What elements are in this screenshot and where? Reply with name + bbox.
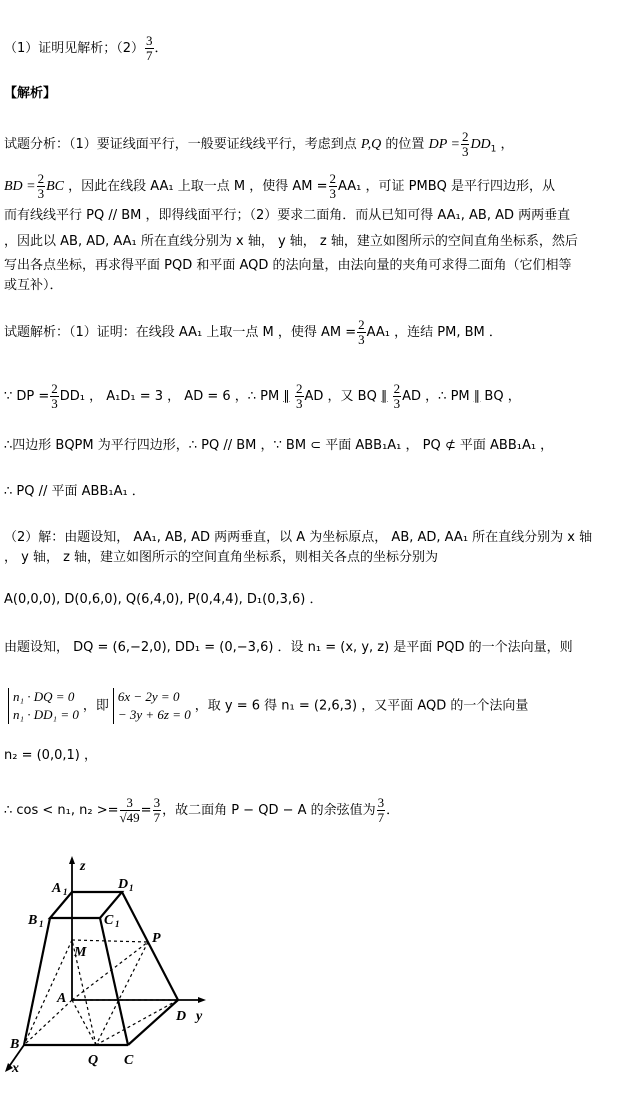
label-C1-sub: 1 bbox=[115, 919, 120, 929]
analysis-frac-3: $\frac{2}{3}$ bbox=[329, 171, 337, 201]
answer-line: （1）证明见解析；（2） $\frac{3}{7}$ ． bbox=[4, 33, 168, 63]
label-P: P bbox=[152, 931, 161, 946]
analysis-line-4: ，因此以 AB, AD, AA₁ 所在直线分别为 x 轴， y 轴， z 轴，建立如图所示的空间直角坐标系，然后 bbox=[4, 234, 578, 249]
solution-frac-4: $\frac{2}{3}$ bbox=[393, 381, 401, 411]
solution-line-7: A(0,0,0), D(0,6,0), Q(6,4,0), P(0,4,4), D₁(0,3,6) ． bbox=[4, 592, 323, 607]
label-B1-sub: 1 bbox=[39, 919, 44, 929]
parallel-equal-symbol: ∥ bbox=[283, 389, 290, 404]
equation-system-1: n₁ · DQ = 0 n₁ · DD₁ = 0 bbox=[8, 688, 79, 724]
cos-frac-1: $\frac{3}{√49}$ bbox=[119, 795, 140, 825]
equation-system-2: 6x − 2y = 0 − 3y + 6z = 0 bbox=[113, 688, 191, 724]
analysis-line-6: 或互补）． bbox=[4, 278, 63, 293]
solution-frac-2: $\frac{2}{3}$ bbox=[51, 381, 58, 411]
label-M: M bbox=[74, 945, 87, 960]
cos-frac-2: $\frac{3}{7}$ bbox=[153, 795, 161, 825]
label-A1-sub: 1 bbox=[63, 887, 68, 897]
analysis-line-3: 而有线线平行 PQ // BM ，即得线面平行；（2）要求二面角．而从已知可得 AA₁, AB, AD 两两垂直 bbox=[4, 208, 571, 223]
answer-fraction: $\frac{3}{7}$ bbox=[146, 33, 153, 63]
label-B: B bbox=[10, 1037, 20, 1052]
parallel-equal-symbol: ∥ bbox=[380, 389, 388, 404]
solution-line-2: ∵ DP = $\frac{2}{3}$ DD₁ ， A₁D₁ = 3 ， AD = 6 ，∴ PM ∥ $\frac{2}{3}$ AD ，又 BQ ∥ $\frac{2}{3}$ AD ，∴ PM ∥ BQ ， bbox=[4, 381, 521, 411]
label-D1-sub: 1 bbox=[129, 883, 134, 893]
label-Q: Q bbox=[88, 1053, 99, 1068]
analysis-line-2: BD = $\frac{2}{3}$ BC ，因此在线段 AA₁ 上取一点 M ，使得 AM = $\frac{2}{3}$ AA₁ ，可证 PMBQ 是平行四边形，从 bbox=[4, 171, 555, 201]
label-B1: B bbox=[28, 913, 38, 928]
label-D: D bbox=[176, 1009, 187, 1024]
solution-line-1: 试题解析：（1）证明：在线段 AA₁ 上取一点 M ，使得 AM = $\frac{2}{3}$ AA₁ ，连结 PM, BM ． bbox=[4, 317, 502, 347]
label-C1: C bbox=[104, 913, 114, 928]
parallel-equal-symbol: ∥ bbox=[473, 389, 481, 404]
solution-line-5: （2）解：由题设知， AA₁, AB, AD 两两垂直，以 A 为坐标原点， AB, AD, AA₁ 所在直线分别为 x 轴 bbox=[4, 530, 593, 545]
solution-line-9: n₁ · DQ = 0 n₁ · DD₁ = 0 ，即 6x − 2y = 0 − 3y + 6z = 0 ，取 y = 6 得 n₁ = (2,6,3) ，又平面 AQD 的一个法向量 bbox=[4, 688, 626, 724]
analysis-line-5: 写出各点坐标，再求得平面 PQD 和平面 AQD 的法向量，由法向量的夹角可求得二面角（它们相等 bbox=[4, 258, 572, 273]
label-D1: D bbox=[118, 877, 129, 892]
label-y: y bbox=[196, 1009, 203, 1024]
label-A1: A bbox=[52, 881, 62, 896]
analysis-frac-1: $\frac{2}{3}$ bbox=[461, 129, 469, 159]
solution-line-11: ∴ cos < n₁, n₂ >= $\frac{3}{√49}$ = $\frac{3}{7}$ ，故二面角 P − QD − A 的余弦值为 $\frac{3}{7}$ ． bbox=[4, 795, 400, 825]
label-C: C bbox=[124, 1053, 134, 1068]
solution-line-3: ∴四边形 BQPM 为平行四边形，∴ PQ // BM ，∵ BM ⊂ 平面 ABB₁A₁ ， PQ ⊄ 平面 ABB₁A₁ ， bbox=[4, 438, 554, 453]
solution-line-6: ， y 轴， z 轴，建立如图所示的空间直角坐标系，则相关各点的坐标分别为 bbox=[4, 550, 439, 565]
solution-line-10: n₂ = (0,0,1) ， bbox=[4, 748, 97, 763]
analysis-frac-2: $\frac{2}{3}$ bbox=[37, 171, 45, 201]
label-z: z bbox=[80, 859, 86, 874]
solution-frac-1: $\frac{2}{3}$ bbox=[358, 317, 365, 347]
solution-frac-3: $\frac{2}{3}$ bbox=[296, 381, 303, 411]
label-A: A bbox=[57, 991, 67, 1006]
cos-frac-3: $\frac{3}{7}$ bbox=[377, 795, 385, 825]
geometry-figure bbox=[0, 850, 220, 1090]
analysis-line-1: 试题分析：（1）要证线面平行，一般要证线线平行，考虑到点 P,Q 的位置 DP = $\frac{2}{3}$ $DD_1$ ， bbox=[4, 129, 514, 159]
solution-line-4: ∴ PQ // 平面 ABB₁A₁ ． bbox=[4, 484, 145, 499]
answer-part1: （1）证明见解析；（2） bbox=[4, 41, 145, 56]
label-x: x bbox=[12, 1061, 19, 1076]
solution-line-8: 由题设知， DQ = (6,−2,0), DD₁ = (0,−3,6) ．设 n₁ = (x, y, z) 是平面 PQD 的一个法向量，则 bbox=[4, 640, 573, 655]
section-title: 【解析】 bbox=[4, 86, 57, 101]
